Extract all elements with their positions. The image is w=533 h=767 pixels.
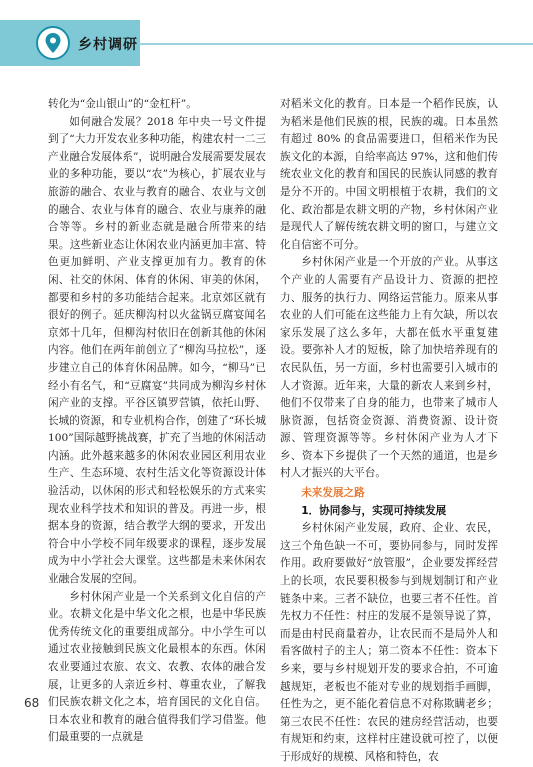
section-title: 乡村调研	[78, 37, 138, 53]
right-column	[280, 96, 498, 767]
paragraph: 乡村休闲产业是一个开放的产业。从事这个产业的人需要有产品设计力、资源的把控力、服务的执行力、网络运营能力。原来从事农业的人们可能在这些能力上有欠缺，所以农家乐发展了这么多年，大都在低水平重复建设。要弥补人才的短板，除了加快培养现有的农民队伍，另一方面，乡村也需要引入城市的人才资源。近年来，大量的新农人来到乡村，他们不仅带来了自身的能力，也带来了城市人脉资源，包括资金资源、消费资源、设计资源、管理资源等等。乡村休闲产业为人才下乡、资本下乡提供了一个天然的通道，也是乡村人才振兴的大平台。	[280, 256, 498, 480]
paragraph: 如何融合发展？2018 年中央一号文件提到了“大力开发农业多种功能，构建农村一二三产业融合发展体系”，说明融合发展需要发展农业的多种功能，要以“农”为核心，扩展农业与旅游的融合、农业与教育的融合、农业与文创的融合、农业与体育的融合、农业与康养的融合等等。乡村的新业态就是融合所带来的结果。这些新业态让休闲农业内涵更加丰富、特色更加鲜明、产业支撑更加有力。教育的休闲、社交的休闲、体育的休闲、审美的休闲，都要和乡村的多功能结合起来。北京郊区就有很好的例子。延庆柳沟村以火盆锅豆腐宴闻名京郊十几年，但柳沟村依旧在创新其他的休闲内容。他们在两年前创立了“柳沟马拉松”，逐步建立自己的体育休闲品牌。如今，“柳马”已经小有名气，和“豆腐宴”共同成为柳沟乡村休闲产业的支撑。平谷区镇罗营镇，依托山野、长城的资源，和专业机构合作，创建了“环长城 100”国际越野挑战赛，扩充了当地的休闲活动内涵。此外越来越多的休闲农业园区利用农业生产、生态环境、农村生活文化等资源设计体验活动，以休闲的形式和轻松娱乐的方式来实现农业科学技术和知识的普及。再进一步，根据本身的资源，结合教学大纲的要求，开发出符合中小学校不同年级要求的课程，逐步发展成为中小学社会大课堂。这些都是未来休闲农业融合发展的空间。	[48, 115, 266, 586]
page-header	[0, 0, 533, 78]
paragraph: 乡村休闲产业发展，政府、企业、农民，这三个角色缺一不可，要协同参与，同时发挥作用。政府要做好“放管服”，企业要发挥经营上的长项，农民要积极参与到规划制订和产业链条中来。三者不缺位，也要三者不任性。首先权力不任性：村庄的发展不是领导说了算，而是由村民商量着办，让农民而不是局外人和看客做村子的主人；第二资本不任性：资本下乡来，要与乡村规划开发的要求合拍，不可逾越规矩，老板也不能对专业的规划指手画脚，任性为之，更不能化着信息不对称欺瞒老乡；第三农民不任性：农民的建房经营活动，也要有规矩和约束，这样村庄建设就可控了，以便于形成好的规模、风格和特色，农	[280, 522, 498, 763]
paragraph: 乡村休闲产业是一个关系到文化自信的产业。农耕文化是中华文化之根，也是中华民族优秀传统文化的重要组成部分。中小学生可以通过农业接触到民族文化最根本的东西。休闲农业要通过农旅、农文、农教、农体的融合发展，让更多的人亲近乡村、尊重农业，了解我们民族农耕文化之本，培育国民的文化自信。日本农业和教育的融合值得我们学习借鉴。他们最重要的一点就是	[48, 590, 266, 744]
paragraph: 转化为“金山银山”的“金杠杆”。	[48, 98, 197, 110]
section-heading: 未来发展之路	[301, 487, 365, 500]
subsection-heading: 1．协同参与，实现可持续发展	[301, 504, 447, 517]
header-divider	[139, 43, 533, 45]
location-pin-icon	[36, 26, 70, 60]
left-column	[48, 96, 266, 747]
page-number: 68	[24, 696, 40, 710]
paragraph: 对稻米文化的教育。日本是一个稻作民族，认为稻米是他们民族的根，民族的魂。日本虽然有超过 80% 的食品需要进口，但稻米作为民族文化的本源，自给率高达 97%，这和他们传统农业文化的教育和国民的民族认同感的教育是分不开的。中国文明根植于农耕，我们的文化、政治都是农耕文明的产物，乡村休闲产业是现代人了解传统农耕文明的窗口，与建立文化自信密不可分。	[280, 98, 498, 251]
